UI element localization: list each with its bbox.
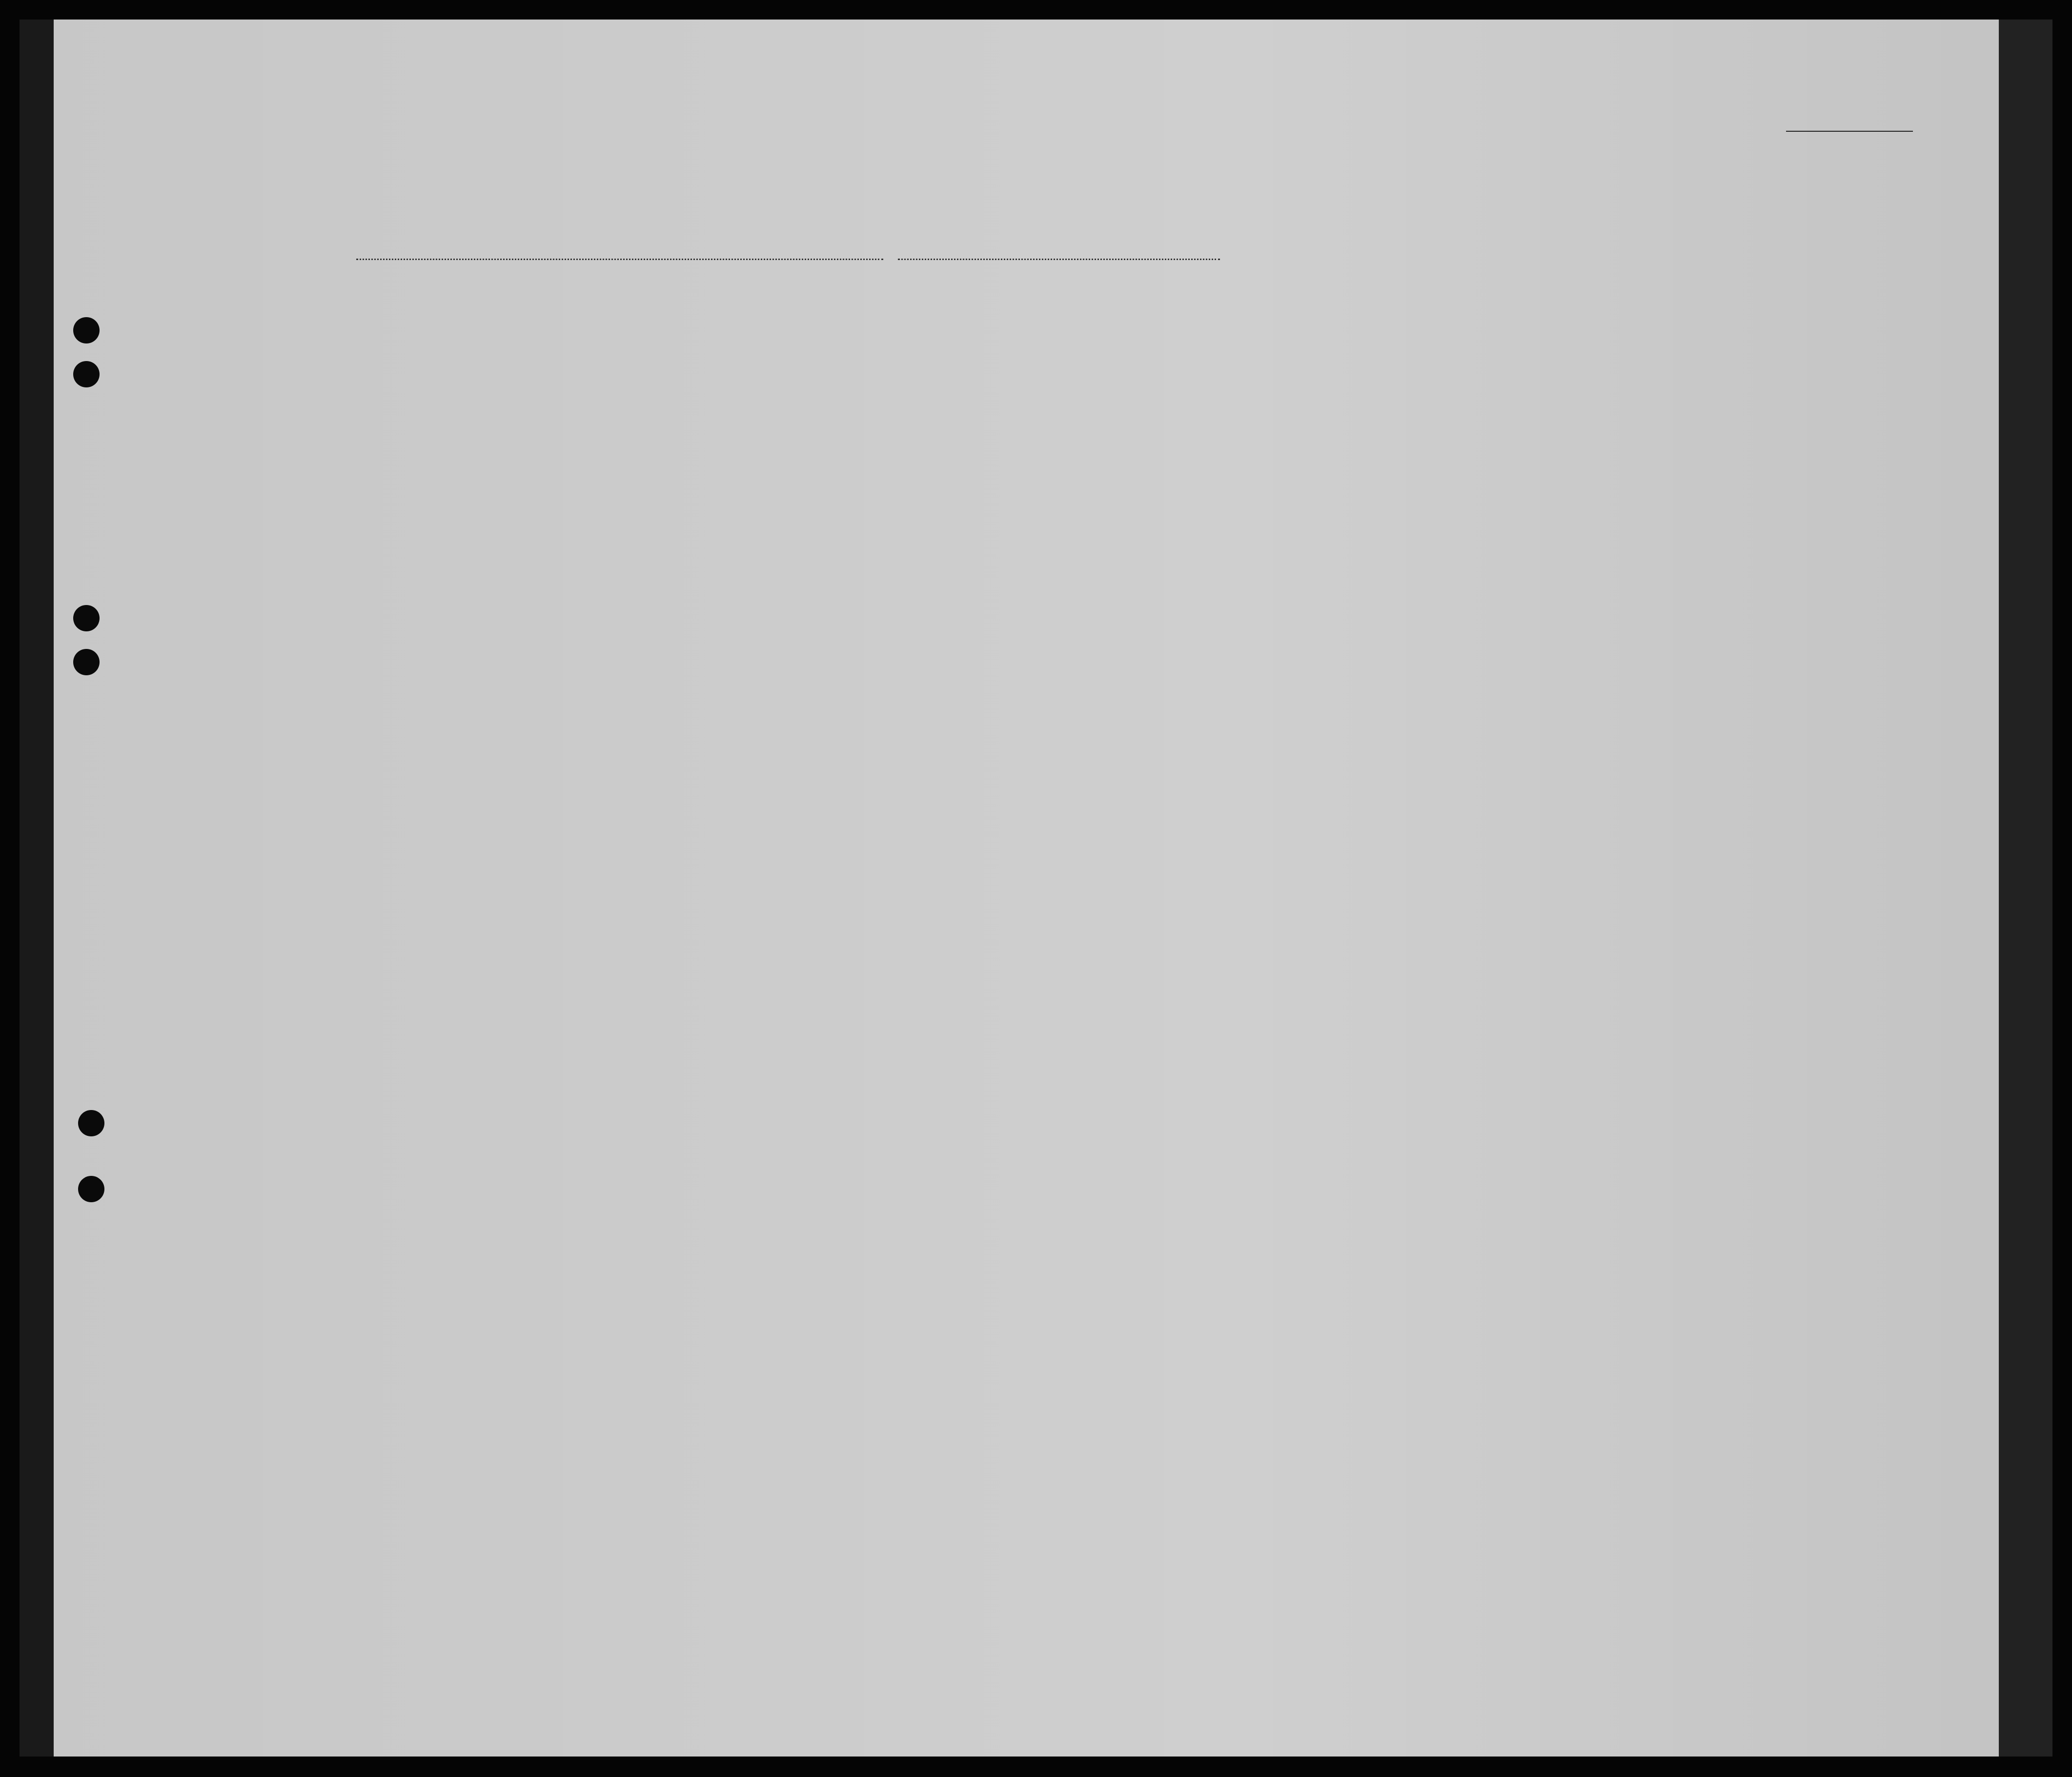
manifest-sheet <box>20 20 2052 1757</box>
manifest-table-grid <box>20 20 2052 1757</box>
